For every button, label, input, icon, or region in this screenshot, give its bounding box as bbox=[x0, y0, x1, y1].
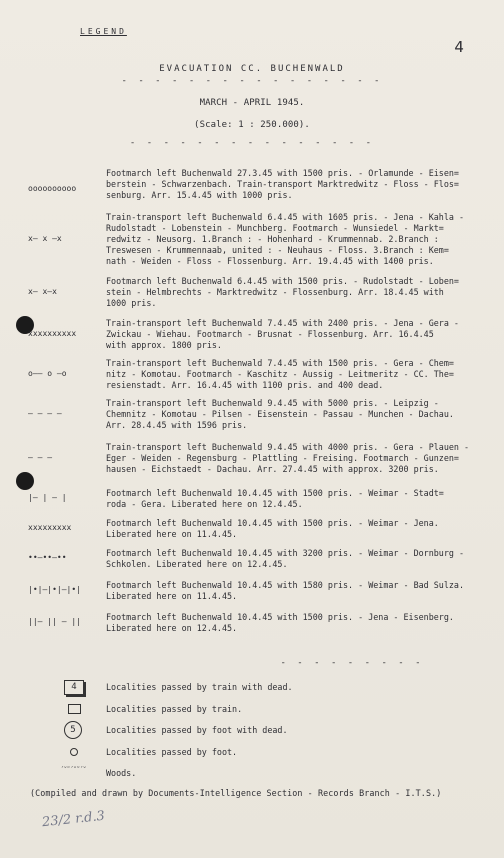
route-line: nitz - Komotau. Footmarch - Kaschitz - Aussig - Leitmeritz - CC. The= bbox=[106, 369, 454, 379]
key-item-foot-dead bbox=[60, 721, 480, 741]
route-line: Zwickau - Wiehau. Footmarch - Brusnat - Flossenburg. Arr. 16.4.45 bbox=[106, 329, 434, 339]
route-description bbox=[106, 580, 486, 602]
route-line: stein - Helmbrechts - Marktredwitz - Flossenburg. Arr. 18.4.45 with bbox=[106, 287, 444, 297]
route-line: Footmarch left Buchenwald 10.4.45 with 3200 pris. - Weimar - Dornburg - bbox=[106, 548, 464, 558]
box-icon bbox=[60, 700, 96, 718]
route-line: Train-transport left Buchenwald 9.4.45 with 4000 pris. - Gera - Plauen - bbox=[106, 442, 470, 452]
route-description bbox=[106, 442, 486, 475]
route-symbol: — — — bbox=[28, 453, 53, 462]
key-label: Localities passed by train with dead. bbox=[106, 682, 293, 692]
route-line: Footmarch left Buchenwald 10.4.45 with 1580 pris. - Weimar - Bad Sulza. bbox=[106, 580, 464, 590]
key-item-woods bbox=[60, 764, 480, 784]
route-description bbox=[106, 398, 486, 431]
handwritten-note: 23/2 r.d.3 bbox=[41, 808, 106, 831]
route-symbol: |•|—|•|—|•| bbox=[28, 585, 81, 594]
key-item-train bbox=[60, 700, 480, 720]
route-line: 1000 pris. bbox=[106, 298, 157, 308]
route-description bbox=[106, 318, 486, 351]
route-symbol: ••—••—•• bbox=[28, 553, 67, 562]
route-line: Treswesen - Krummennaab, united : - Neuhaus - Floss. 3.Branch : Kem= bbox=[106, 245, 449, 255]
numbered-circle-icon: 5 bbox=[60, 721, 96, 739]
route-symbol: — — — — bbox=[28, 409, 62, 418]
dash-rule: - - - - - - - - - bbox=[280, 658, 424, 668]
route-line: resienstadt. Arr. 16.4.45 with 1100 pris. and 400 dead. bbox=[106, 380, 384, 390]
woods-icon: ´˘˜´˘˜´˘ bbox=[60, 766, 86, 774]
route-description bbox=[106, 488, 486, 510]
key-label: Localities passed by foot. bbox=[106, 747, 238, 757]
route-line: with approx. 1800 pris. bbox=[106, 340, 222, 350]
route-description bbox=[106, 358, 486, 391]
route-line: Liberated here on 12.4.45. bbox=[106, 623, 238, 633]
route-line: Footmarch left Buchenwald 10.4.45 with 1500 pris. - Jena - Eisenberg. bbox=[106, 612, 454, 622]
route-line: Liberated here on 11.4.45. bbox=[106, 529, 238, 539]
route-description bbox=[106, 276, 486, 309]
route-line: berstein - Schwarzenbach. Train-transport Marktredwitz - Floss - Flos= bbox=[106, 179, 459, 189]
route-description bbox=[106, 518, 486, 540]
route-line: Arr. 28.4.45 with 1596 pris. bbox=[106, 420, 248, 430]
numbered-box-icon: 4 bbox=[60, 678, 96, 696]
map-scale: (Scale: 1 : 250.000). bbox=[194, 120, 310, 130]
route-line: Rudolstadt - Lobenstein - Munchberg. Footmarch - Wunsiedel - Markt= bbox=[106, 223, 444, 233]
route-symbol: x— x —x bbox=[28, 234, 62, 243]
route-description bbox=[106, 168, 486, 201]
key-item-train-dead bbox=[60, 678, 480, 698]
route-line: hausen - Eichstaedt - Dachau. Arr. 27.4.45 with approx. 3200 pris. bbox=[106, 464, 439, 474]
route-line: Train-transport left Buchenwald 7.4.45 with 1500 pris. - Gera - Chem= bbox=[106, 358, 454, 368]
key-label: Localities passed by train. bbox=[106, 704, 243, 714]
route-symbol: o—— o —o bbox=[28, 369, 67, 378]
route-line: Footmarch left Buchenwald 27.3.45 with 1500 pris. - Orlamunde - Eisen= bbox=[106, 168, 459, 178]
route-line: redwitz - Neusorg. 1.Branch : - Hohenhard - Krummennab. 2.Branch : bbox=[106, 234, 439, 244]
document-title: EVACUATION CC. BUCHENWALD bbox=[159, 64, 345, 74]
route-line: nath - Weiden - Floss - Flossenburg. Arr. 19.4.45 with 1400 pris. bbox=[106, 256, 434, 266]
legend-heading: LEGEND bbox=[80, 27, 127, 36]
route-description bbox=[106, 212, 486, 267]
dash-rule: - - - - - - - - - - - - - - - - bbox=[121, 76, 383, 86]
route-symbol: ||— || — || bbox=[28, 617, 81, 626]
route-description bbox=[106, 548, 486, 570]
dash-rule: - - - - - - - - - - - - - - - bbox=[129, 138, 375, 148]
route-symbol: x— x—x bbox=[28, 287, 57, 296]
route-symbol: oooooooooo bbox=[28, 184, 77, 193]
key-item-foot bbox=[60, 743, 480, 763]
key-label: Woods. bbox=[106, 768, 137, 778]
key-label: Localities passed by foot with dead. bbox=[106, 725, 288, 735]
route-description bbox=[106, 612, 486, 634]
route-line: Train-transport left Buchenwald 7.4.45 with 2400 pris. - Jena - Gera - bbox=[106, 318, 459, 328]
route-line: senburg. Arr. 15.4.45 with 1000 pris. bbox=[106, 190, 293, 200]
route-line: Train-transport left Buchenwald 9.4.45 with 5000 pris. - Leipzig - bbox=[106, 398, 439, 408]
compiled-note: (Compiled and drawn by Documents-Intelligence Section - Records Branch - I.T.S.) bbox=[30, 788, 442, 798]
route-line: Footmarch left Buchenwald 10.4.45 with 1500 pris. - Weimar - Stadt= bbox=[106, 488, 444, 498]
route-line: Footmarch left Buchenwald 6.4.45 with 1500 pris. - Rudolstadt - Loben= bbox=[106, 276, 459, 286]
route-symbol: xxxxxxxxx bbox=[28, 523, 72, 532]
route-symbol: |— | — | bbox=[28, 493, 67, 502]
route-line: Chemnitz - Komotau - Pilsen - Eisenstein - Passau - Munchen - Dachau. bbox=[106, 409, 454, 419]
route-line: Schkolen. Liberated here on 12.4.45. bbox=[106, 559, 288, 569]
route-line: Eger - Weiden - Regensburg - Plattling - Freising. Footmarch - Gunzen= bbox=[106, 453, 459, 463]
punch-hole bbox=[16, 472, 34, 490]
page-number: 4 bbox=[454, 38, 464, 56]
route-line: roda - Gera. Liberated here on 12.4.45. bbox=[106, 499, 303, 509]
route-line: Liberated here on 11.4.45. bbox=[106, 591, 238, 601]
circle-icon bbox=[60, 743, 96, 761]
route-symbol: xxxxxxxxxx bbox=[28, 329, 77, 338]
route-line: Train-transport left Buchenwald 6.4.45 with 1605 pris. - Jena - Kahla - bbox=[106, 212, 464, 222]
date-range: MARCH - APRIL 1945. bbox=[199, 98, 305, 108]
route-line: Footmarch left Buchenwald 10.4.45 with 1500 pris. - Weimar - Jena. bbox=[106, 518, 439, 528]
